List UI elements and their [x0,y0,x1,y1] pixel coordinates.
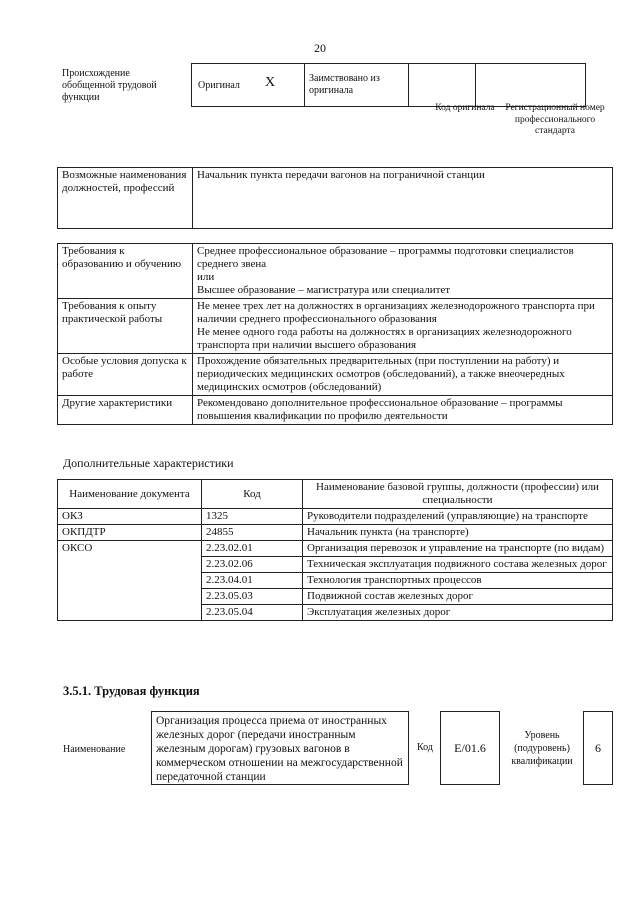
cell-name: Руководители подразделений (управляющие) на транспорте [303,509,613,525]
cell-name: Эксплуатация железных дорог [303,605,613,621]
original-cell [192,64,299,107]
origin-table [191,63,586,107]
cell-code: 1325 [202,509,303,525]
positions-label: Возможные наименования должностей, профессий [58,168,193,229]
table-row [58,541,613,557]
origin-label: Происхождение обобщенной трудовой функции [62,68,157,103]
req-line: Прохождение обязательных предварительных (при поступлении на работу) и периодических медицинских осмотров (обследований), а также внеочередных медицинских осмотров (обследований) [197,355,565,393]
labor-function-name-value: Организация процесса приема от иностранных железных дорог (передачи иностранным железным дорогам) грузовых вагонов в коммерческом отношении на межгосударственной передаточной станции [151,711,409,785]
req-line: Не менее одного года работы на должностях в организациях железнодорожного транспорта при наличии высшего образования [197,326,572,351]
cell-code: 24855 [202,525,303,541]
req-experience-value [193,299,613,354]
cell-code: 2.23.02.06 [202,557,303,573]
req-admission-value [193,354,613,396]
labor-function-name-label: Наименование [63,744,126,755]
req-education-value [193,244,613,299]
req-line: Рекомендовано дополнительное профессиональное образование – программы повышения квалификации по профилю деятельности [197,397,563,422]
cell-name: Начальник пункта (на транспорте) [303,525,613,541]
cell-name: Техническая эксплуатация подвижного состава железных дорог [303,557,613,573]
header-code: Код [202,480,303,509]
cell-code: 2.23.04.01 [202,573,303,589]
additional-title: Дополнительные характеристики [63,456,234,470]
req-line: или [197,271,215,283]
labor-function-code-label: Код [417,742,433,753]
original-label: Оригинал [198,79,240,91]
positions-table [57,167,613,229]
req-line: Не менее трех лет на должностях в организациях железнодорожного транспорта при наличии среднего профессионального образования [197,300,595,325]
req-line: Высшее образование – магистратура или специалитет [197,284,451,296]
req-admission-label: Особые условия допуска к работе [58,354,193,396]
reg-number-cell [476,64,586,107]
code-original-caption: Код оригинала [435,103,495,113]
req-education-label: Требования к образованию и обучению [58,244,193,299]
table-row [58,509,613,525]
cell-name: Подвижной состав железных дорог [303,589,613,605]
header-doc: Наименование документа [58,480,202,509]
req-line: Среднее профессиональное образование – программы подготовки специалистов среднего звена [197,245,574,270]
qualification-level-label: Уровень (подуровень) квалификации [511,730,573,767]
cell-doc: ОКЗ [58,509,202,525]
cell-doc: ОКПДТР [58,525,202,541]
qualification-level-value: 6 [583,711,613,785]
cell-name: Организация перевозок и управление на транспорте (по видам) [303,541,613,557]
cell-doc: ОКСО [58,541,202,621]
code-original-cell [409,64,476,107]
cell-code: 2.23.02.01 [202,541,303,557]
page-number: 20 [314,41,326,55]
table-row [58,525,613,541]
header-name: Наименование базовой группы, должности (профессии) или специальности [303,480,613,509]
req-other-value [193,396,613,425]
additional-table [57,479,613,621]
positions-value: Начальник пункта передачи вагонов на пограничной станции [193,168,613,229]
req-experience-label: Требования к опыту практической работы [58,299,193,354]
borrowed-cell [305,64,409,107]
reg-number-caption: Регистрационный номер профессионального стандарта [505,103,605,136]
labor-function-code-value: E/01.6 [440,711,500,785]
original-mark: X [265,75,276,90]
section-title: 3.5.1. Трудовая функция [63,684,200,698]
cell-name: Технология транспортных процессов [303,573,613,589]
cell-code: 2.23.05.04 [202,605,303,621]
req-other-label: Другие характеристики [58,396,193,425]
cell-code: 2.23.05.03 [202,589,303,605]
requirements-table [57,243,613,425]
borrowed-label: Заимствовано из оригинала [309,73,380,96]
